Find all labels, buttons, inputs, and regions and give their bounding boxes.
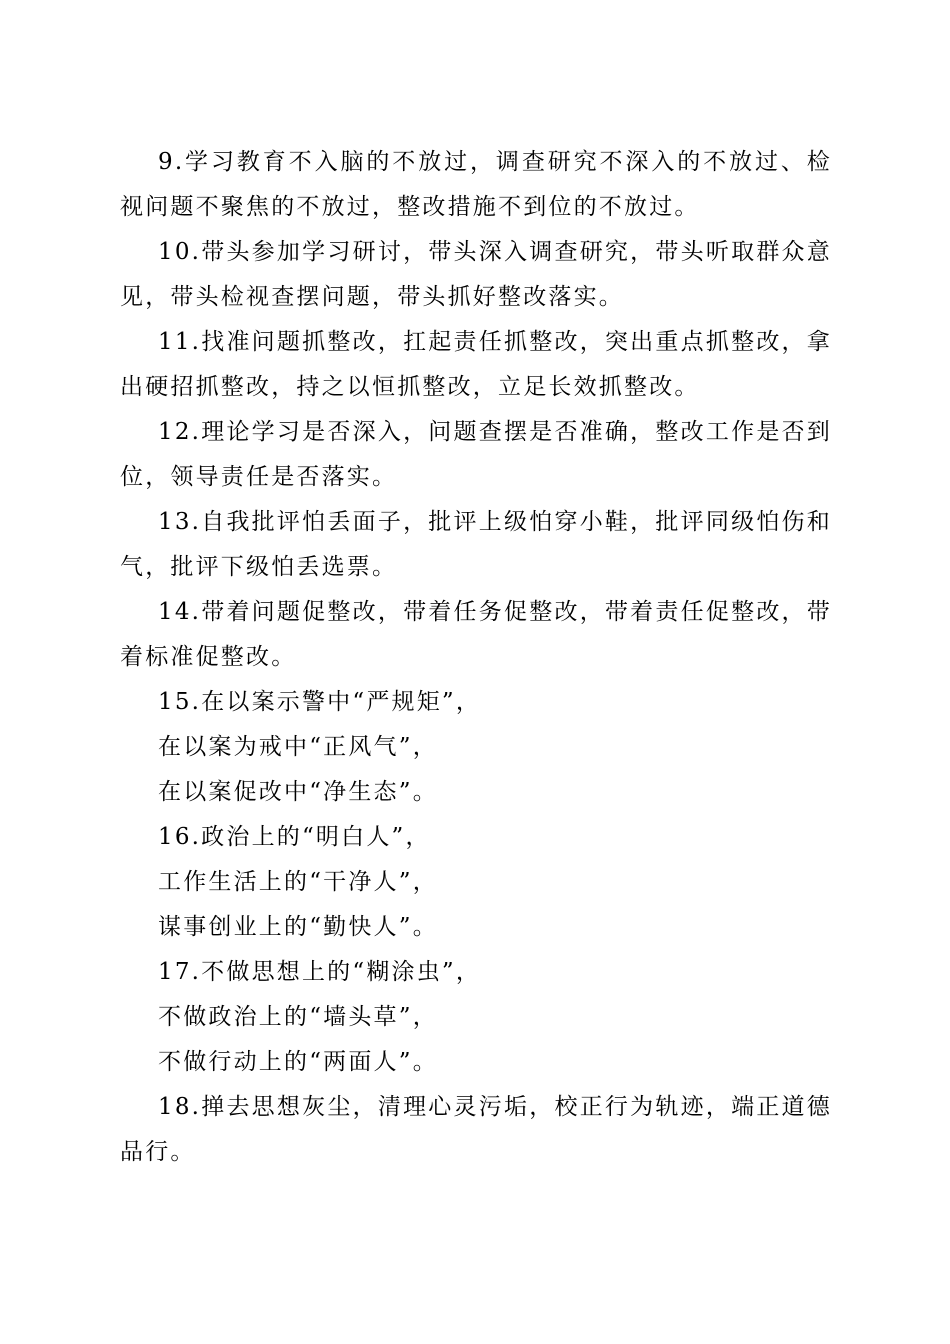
item-17-line-1: 17.不做思想上的“糊涂虫”，	[158, 959, 482, 985]
item-16-line-2: 工作生活上的“干净人”，	[158, 869, 438, 895]
item-9: 9.学习教育不入脑的不放过，调查研究不深入的不放过、检视问题不聚焦的不放过，整改措施不到位的不放过。	[120, 149, 832, 220]
item-15-line-3: 在以案促改中“净生态”。	[158, 779, 438, 805]
item-13: 13.自我批评怕丢面子，批评上级怕穿小鞋，批评同级怕伤和气，批评下级怕丢选票。	[120, 509, 832, 580]
item-17-line-3: 不做行动上的“两面人”。	[158, 1049, 438, 1075]
item-16-line-3: 谋事创业上的“勤快人”。	[158, 914, 438, 940]
item-11: 11.找准问题抓整改，扛起责任抓整改，突出重点抓整改，拿出硬招抓整改，持之以恒抓整改，立足长效抓整改。	[120, 329, 832, 400]
item-17-line-2: 不做政治上的“墙头草”，	[158, 1004, 438, 1030]
item-15-line-1: 15.在以案示警中“严规矩”，	[158, 689, 482, 715]
item-15-line-2: 在以案为戒中“正风气”，	[158, 734, 438, 760]
item-18: 18.掸去思想灰尘，清理心灵污垢，校正行为轨迹，端正道德品行。	[120, 1094, 832, 1165]
item-10: 10.带头参加学习研讨，带头深入调查研究，带头听取群众意见，带头检视查摆问题，带头抓好整改落实。	[120, 239, 832, 310]
item-16-line-1: 16.政治上的“明白人”，	[158, 824, 431, 850]
document-body	[120, 140, 832, 1175]
item-12: 12.理论学习是否深入，问题查摆是否准确，整改工作是否到位，领导责任是否落实。	[120, 419, 832, 490]
item-14: 14.带着问题促整改，带着任务促整改，带着责任促整改，带着标准促整改。	[120, 599, 832, 670]
